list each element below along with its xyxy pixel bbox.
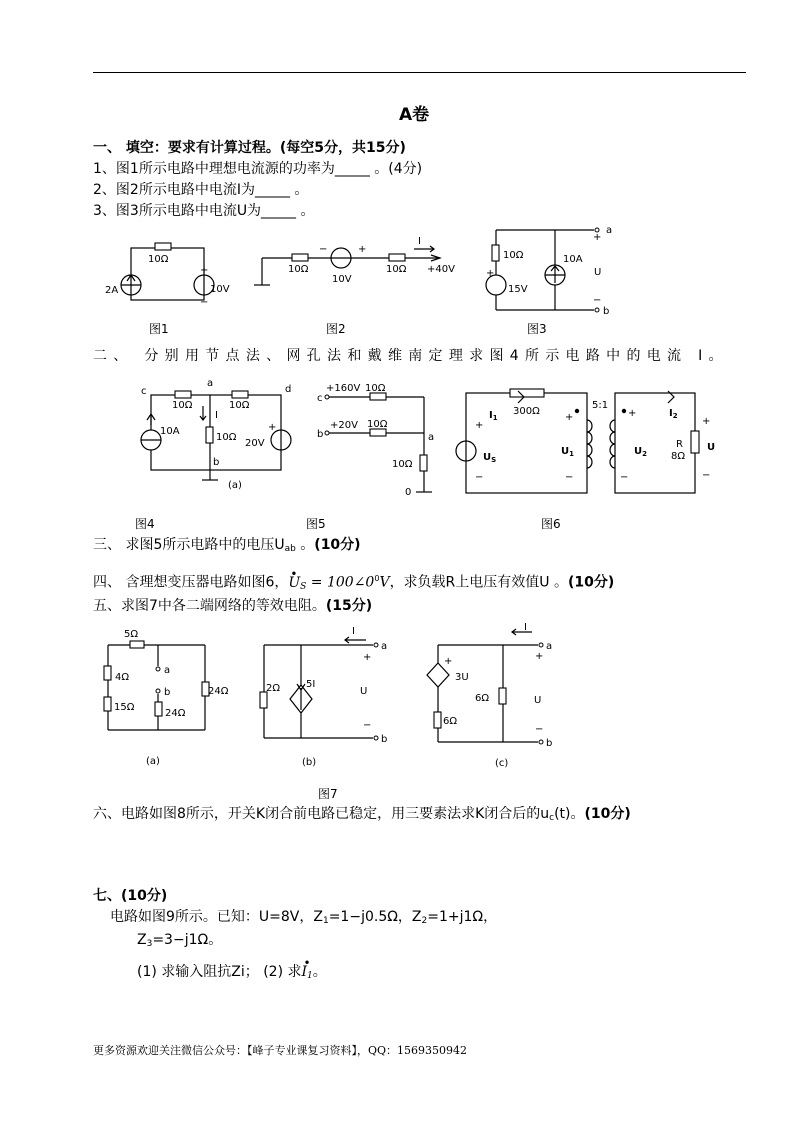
fig5-ground-0: 0 — [405, 487, 412, 498]
fig7a-node-a: a — [164, 665, 171, 676]
fig4-i-label: I — [215, 410, 218, 421]
section-3: 三、 求图5所示电路中的电压$U_{ab}$ 。(10分) — [93, 537, 361, 554]
figure-7-caption: 图7 — [318, 787, 338, 801]
fig3-source-plus: + — [486, 268, 495, 279]
fig1-resistor-label: 10Ω — [148, 254, 169, 265]
section-4: 四、 含理想变压器电路如图6，• $U_S$ = $100\angle 0^0V$，求负载R上电压有效值U 。(10分) — [93, 571, 614, 595]
section-7-line-2: $Z_3=3-j1\Omega$。 — [137, 932, 223, 949]
question-1-3: 3、图3所示电路中电流U为_____ 。 — [93, 203, 315, 219]
fig7c-r1-label: 6Ω — [443, 716, 458, 727]
fig7a-sub-label: (a) — [146, 756, 160, 767]
fig2-plus: + — [358, 244, 367, 255]
fig6-u-plus: + — [702, 416, 711, 427]
fig6-r1-label: 300Ω — [513, 406, 540, 417]
fig5-node-b: b — [317, 429, 324, 440]
fig6-u1-plus: + — [565, 412, 574, 423]
fig7a-r3-label: 15Ω — [114, 702, 135, 713]
fig3-node-b: b — [603, 306, 610, 317]
fig7c-plus: + — [535, 651, 544, 662]
figure-1-caption: 图1 — [149, 322, 169, 336]
section-5: 五、求图7中各二端网络的等效电阻。(15分) — [93, 598, 373, 614]
fig2-r1-label: 10Ω — [288, 264, 309, 275]
fig7c-source-plus: + — [444, 656, 453, 667]
fig4-r1-label: 10Ω — [172, 400, 193, 411]
fig6-u1-minus: − — [565, 472, 574, 483]
fig7b-sub-label: (b) — [302, 757, 317, 768]
footer-note: 更多资源欢迎关注微信公众号：【峰子专业课复习资料】，QQ：1569350942 — [93, 1044, 468, 1057]
fig7a-node-b: b — [164, 687, 171, 698]
fig6-u2-minus: − — [620, 472, 629, 483]
fig7b-plus: + — [363, 652, 372, 663]
fig7a-r5-label: 24Ω — [208, 686, 229, 697]
fig5-node-a: a — [428, 432, 435, 443]
fig7b-source-label: 5I — [306, 679, 316, 690]
fig7c-node-a: a — [546, 641, 553, 652]
fig1-current-source-label: 2A — [105, 285, 119, 296]
section-7-heading: 七、(10分) — [93, 888, 168, 904]
fig5-v1-label: +160V — [326, 383, 361, 394]
figure-6-caption: 图6 — [541, 517, 561, 531]
fig4-sub-label: (a) — [228, 480, 242, 491]
fig6-u1-label: $U_1$ — [561, 446, 574, 458]
fig5-r1-label: 10Ω — [365, 383, 386, 394]
fig7c-source-label: 3U — [455, 672, 469, 683]
fig4-node-d: d — [285, 384, 292, 395]
fig2-current-label: I — [418, 236, 421, 247]
fig4-voltage-source: 20V — [245, 438, 265, 449]
fig4-r3-label: 10Ω — [216, 432, 237, 443]
fig7b-node-a: a — [381, 641, 388, 652]
fig6-us-label: $U_S$ — [483, 452, 497, 464]
fig7b-minus: − — [363, 720, 372, 731]
fig4-node-c: c — [141, 386, 147, 397]
fig4-current-source: 10A — [160, 426, 180, 437]
fig1-plus: + — [200, 265, 209, 276]
fig7c-i-label: I — [524, 622, 527, 633]
fig7a-r1-label: 5Ω — [124, 629, 139, 640]
fig6-u2-plus: + — [628, 408, 637, 419]
fig5-r2-label: 10Ω — [367, 419, 388, 430]
fig6-us-minus: − — [475, 472, 484, 483]
section-7-line-3: (1) 求输入阻抗Zi； (2) 求• $I_1$。 — [137, 964, 327, 984]
fig3-plus: + — [593, 232, 602, 243]
fig3-node-a: a — [606, 225, 613, 236]
section-1-heading: 一、 填空：要求有计算过程。(每空5分，共15分) — [93, 140, 406, 156]
fig3-source-label: 15V — [508, 284, 528, 295]
figure-5-caption: 图5 — [306, 517, 326, 531]
question-1-2: 2、图2所示电路中电流I为_____ 。 — [93, 182, 309, 198]
fig6-r-value: 8Ω — [671, 451, 686, 462]
fig2-r2-label: 10Ω — [386, 264, 407, 275]
fig1-voltage-source-label: 10V — [210, 284, 230, 295]
fig7c-u-label: U — [534, 695, 542, 706]
fig3-u-label: U — [594, 267, 602, 278]
fig7c-sub-label: (c) — [495, 758, 509, 769]
fig7b-resistor-label: 2Ω — [266, 683, 281, 694]
fig7b-i-label: I — [352, 626, 355, 637]
fig6-u-minus: − — [702, 470, 711, 481]
fig6-i1-label: $I_1$ — [489, 410, 498, 422]
fig7b-node-b: b — [381, 734, 388, 745]
fig3-current-label: 10A — [563, 254, 583, 265]
fig6-ratio-label: 5:1 — [592, 400, 609, 411]
fig6-u-label: U — [707, 442, 716, 453]
fig5-v2-label: +20V — [330, 420, 358, 431]
fig1-minus: − — [200, 297, 209, 308]
figure-3-caption: 图3 — [527, 322, 547, 336]
fig7c-minus: − — [535, 724, 544, 735]
fig7a-r2-label: 4Ω — [115, 672, 130, 683]
fig3-resistor-label: 10Ω — [503, 250, 524, 261]
fig7c-r2-label: 6Ω — [475, 693, 490, 704]
section-2-heading: 二、 分别用节点法、网孔法和戴维南定理求图4所示电路中的电流 I。 — [93, 348, 729, 364]
fig4-node-b: b — [213, 457, 220, 468]
fig6-us-plus: + — [475, 420, 484, 431]
section-6: 六、电路如图8所示，开关K闭合前电路已稳定，用三要素法求K闭合后的$u_c(t)$。(10分) — [93, 806, 631, 823]
figure-2-caption: 图2 — [326, 322, 346, 336]
page-title: A卷 — [399, 105, 430, 125]
fig3-minus: − — [593, 295, 602, 306]
fig5-node-c: c — [317, 393, 323, 404]
fig2-source-label: 10V — [332, 274, 352, 285]
fig4-r2-label: 10Ω — [229, 400, 250, 411]
fig7b-u-label: U — [360, 686, 368, 697]
section-7-line-1: 电路如图9所示。已知：U=8V，$Z_1=1-j0.5\Omega$，$Z_2=1+j1\Omega$， — [110, 909, 498, 926]
fig6-r-label: R — [676, 439, 683, 450]
fig2-voltage-label: +40V — [427, 264, 455, 275]
fig4-plus: + — [268, 422, 277, 433]
fig7c-node-b: b — [546, 738, 553, 749]
figure-4-caption: 图4 — [135, 517, 155, 531]
fig4-node-a: a — [207, 378, 214, 389]
fig5-r3-label: 10Ω — [392, 459, 413, 470]
question-1-1: 1、图1所示电路中理想电流源的功率为_____ 。(4分) — [93, 161, 423, 177]
fig6-i2-label: $I_2$ — [669, 408, 678, 420]
fig6-u2-label: $U_2$ — [634, 446, 647, 458]
fig7a-r4-label: 24Ω — [165, 708, 186, 719]
fig2-minus: − — [319, 244, 328, 255]
